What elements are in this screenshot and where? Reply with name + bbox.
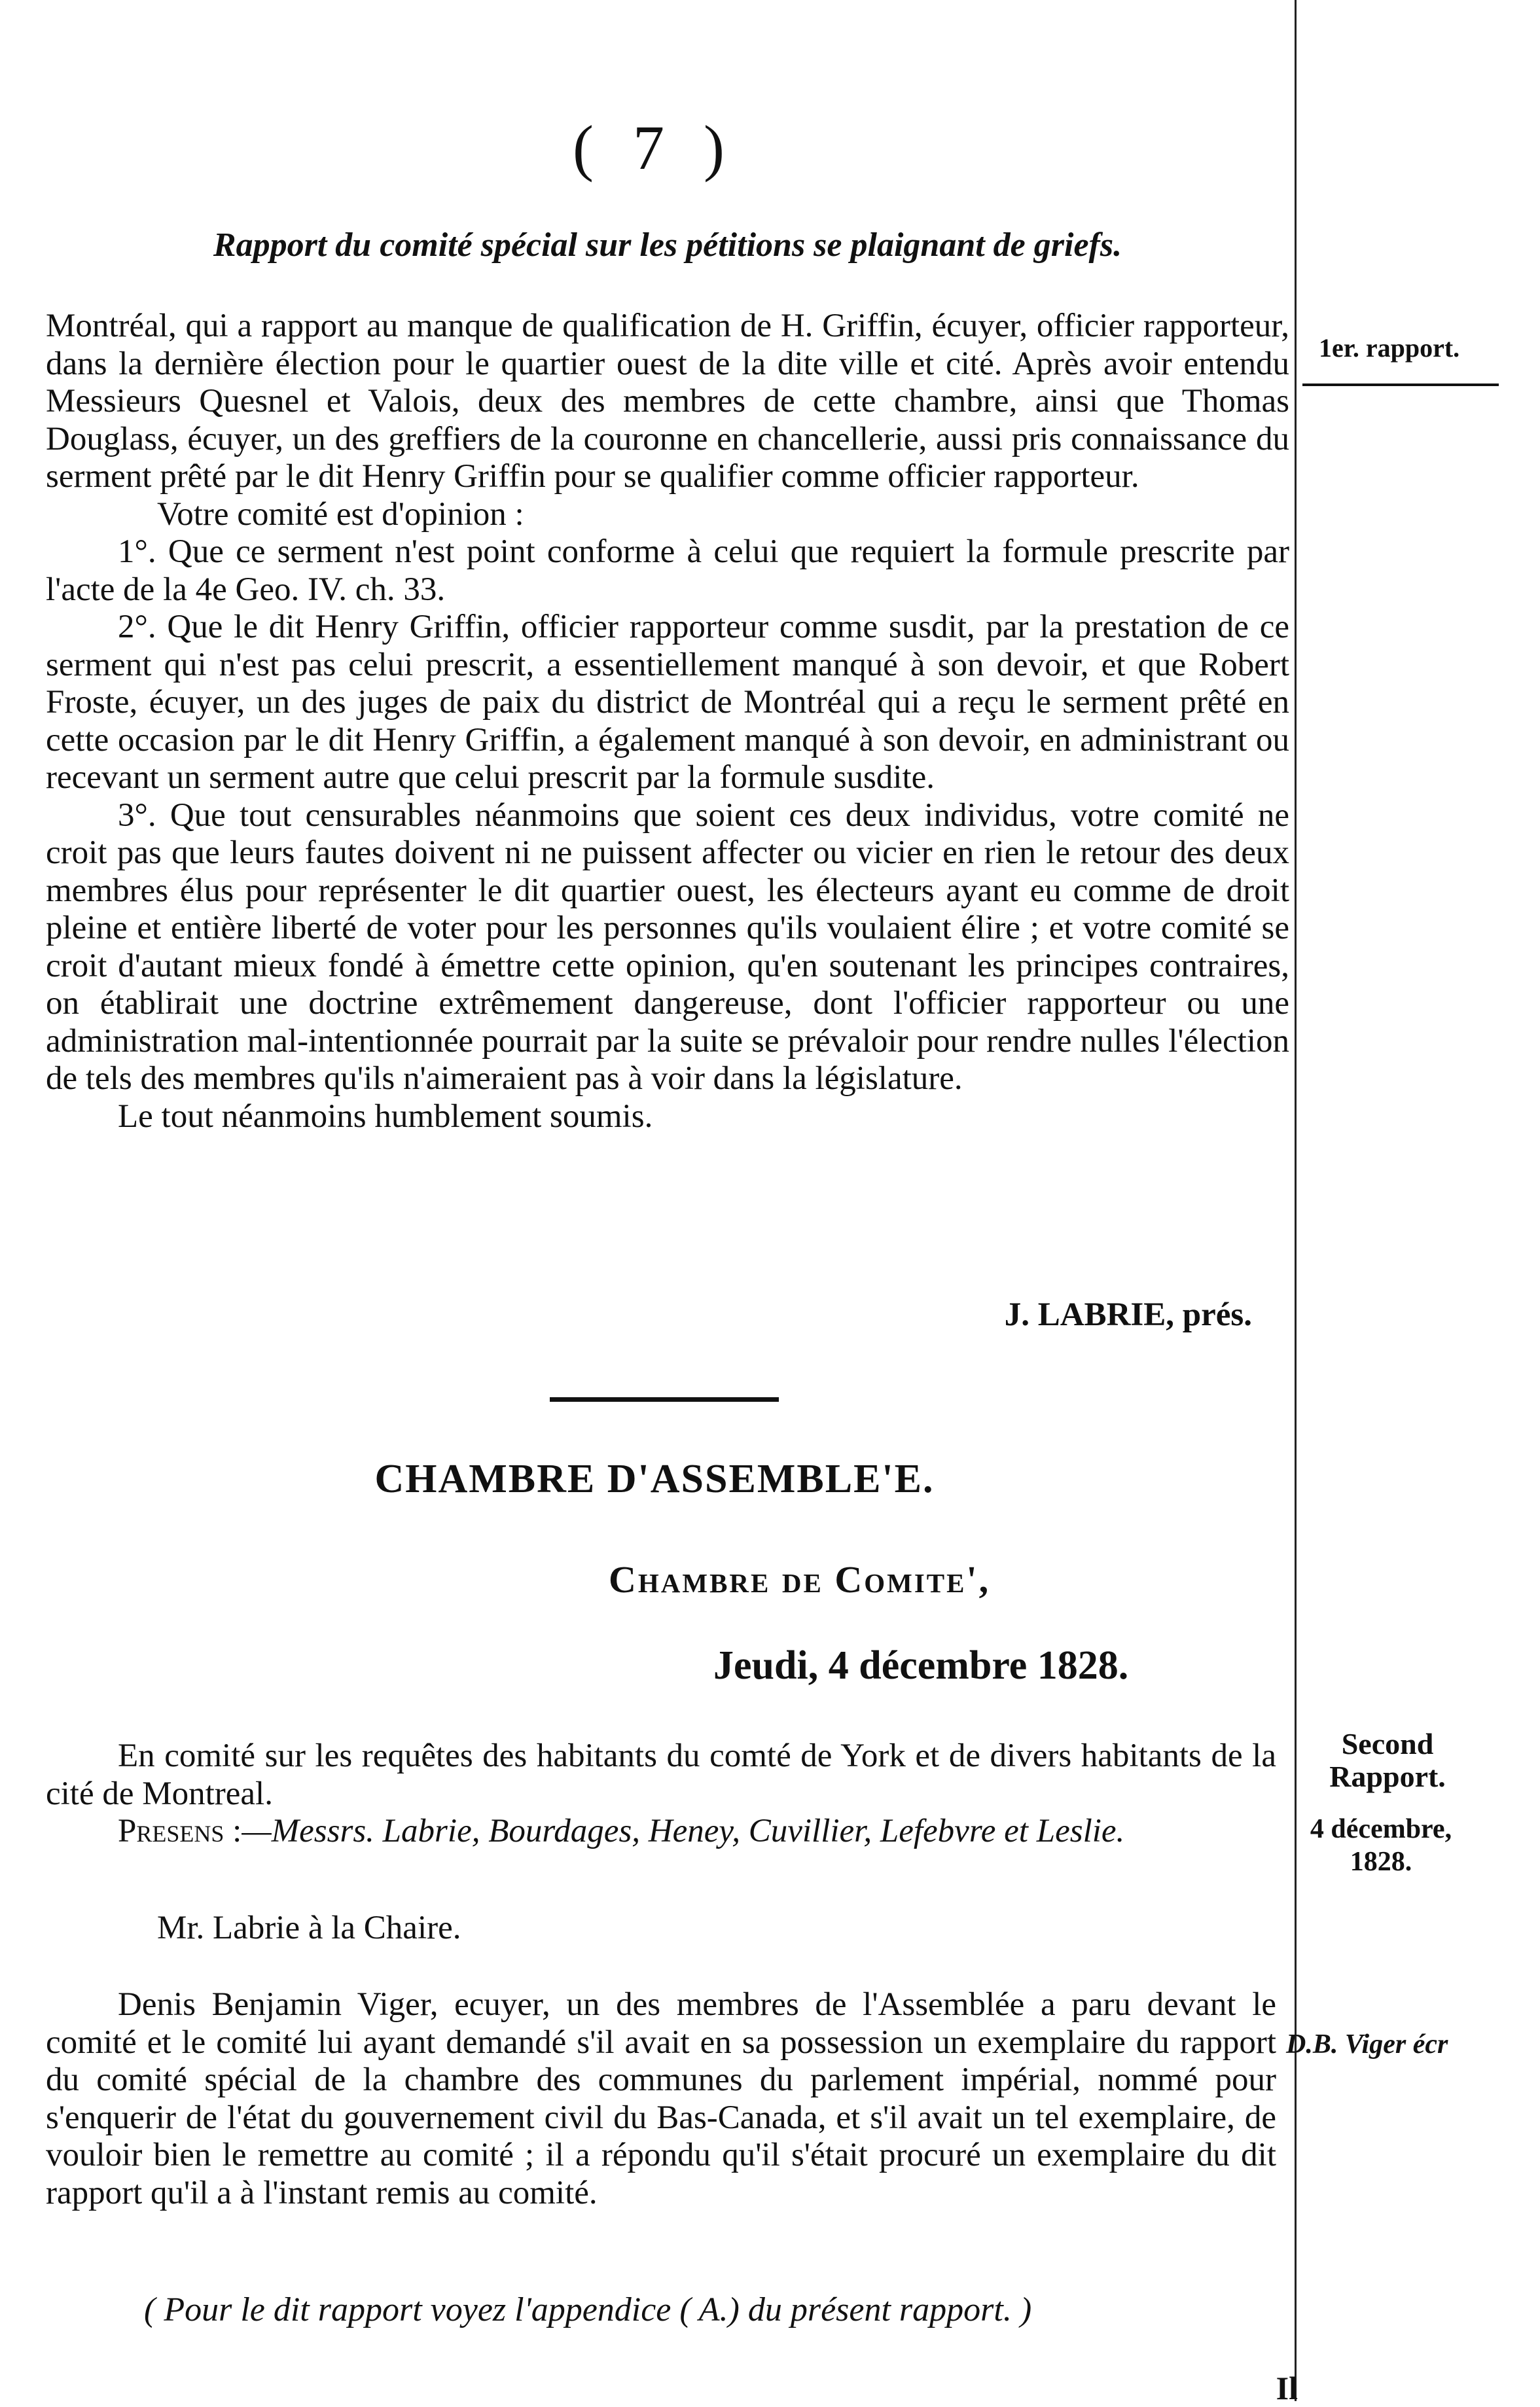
margin-note-second-report: Second Rapport. bbox=[1329, 1727, 1446, 1793]
running-head: Rapport du comité spécial sur les pétitions se plaignant de griefs. bbox=[213, 226, 1122, 264]
page-number: ( 7 ) bbox=[573, 113, 736, 183]
closing-submission: Le tout néanmoins humblement soumis. bbox=[118, 1097, 653, 1135]
signature-mark: Il bbox=[1276, 2370, 1298, 2406]
opinion-point-3: 3°. Que tout censurables néanmoins que soient ces deux individus, votre comité ne croit pas que leurs fautes doivent ni ne puissent affecter ou vicier en rien le retour des deux membres élus pour représenter le dit quartier ouest, les électeurs ayant eu comme de droit pleine et entière liberté de voter pour les personnes qu'ils voulaient élire ; et votre comité se croit d'autant mieux fondé à émettre cette opinion, qu'en soutenant les principes contraires, on établirait une doctrine extrêmement dangereuse, dont l'officier rapporteur ou une administration mal-intentionnée pourrait par la suite se prévaloir pour rendre nulles l'élection de tels des membres qu'ils n'aimeraient pas à voir dans la législature. bbox=[46, 796, 1289, 1097]
viger-paragraph: Denis Benjamin Viger, ecuyer, un des membres de l'Assemblée a paru devant le comité et le comité lui ayant demandé s'il avait en sa possession un exemplaire du rapport du comité spécial de la chambre des communes du parlement impérial, nommé pour s'enquerir de l'état du gouvernement civil du Bas-Canada, et s'il avait un tel exemplaire, de vouloir bien le remettre au comité ; il a répondu qu'il s'était procuré un exemplaire du dit rapport qu'il a à l'instant remis au comité. bbox=[46, 1986, 1276, 2211]
opinion-point-1: 1°. Que ce serment n'est point conforme à celui que requiert la formule prescrite par l'acte de la 4e Geo. IV. ch. 33. bbox=[46, 533, 1289, 608]
committee-intro: En comité sur les requêtes des habitants du comté de York et de divers habitants de la cité de Montreal. bbox=[46, 1738, 1276, 1812]
presents-line bbox=[46, 1813, 1276, 1851]
margin-note-first-report: 1er. rapport. bbox=[1319, 333, 1460, 363]
section-separator bbox=[550, 1397, 779, 1402]
margin-note-viger: D.B. Viger écr bbox=[1286, 2029, 1448, 2059]
opinion-intro: Votre comité est d'opinion : bbox=[157, 495, 524, 533]
committee-room-heading: Chambre de Comite', bbox=[609, 1558, 991, 1601]
date-heading: Jeudi, 4 décembre 1828. bbox=[713, 1643, 1129, 1688]
appendix-note: ( Pour le dit rapport voyez l'appendice ( A.) du présent rapport. ) bbox=[144, 2291, 1032, 2328]
presents-label: Presens : bbox=[118, 1813, 242, 1849]
margin-brace bbox=[1302, 383, 1499, 386]
second-report-body bbox=[46, 1738, 1276, 2212]
first-report-body bbox=[46, 308, 1289, 1135]
presents-names: —Messrs. Labrie, Bourdages, Heney, Cuvillier, Lefebvre et Leslie. bbox=[242, 1813, 1125, 1849]
chair-line: Mr. Labrie à la Chaire. bbox=[157, 1909, 461, 1946]
signature-labrie: J. LABRIE, prés. bbox=[1004, 1296, 1252, 1333]
chamber-heading: CHAMBRE D'ASSEMBLE'E. bbox=[374, 1457, 935, 1501]
first-report-paragraph: Montréal, qui a rapport au manque de qualification de H. Griffin, écuyer, officier rapporteur, dans la dernière élection pour le quartier ouest de la dite ville et cité. Après avoir entendu Messieurs Quesnel et Valois, deux des membres de cette chambre, ainsi que Thomas Douglass, écuyer, un des greffiers de la couronne en chancellerie, aussi pris connaissance du serment prêté par le dit Henry Griffin pour se qualifier comme officier rapporteur. bbox=[46, 308, 1289, 495]
margin-note-date: 4 décembre, 1828. bbox=[1310, 1814, 1452, 1877]
opinion-point-2: 2°. Que le dit Henry Griffin, officier rapporteur comme susdit, par la prestation de ce serment qui n'est pas celui prescrit, a essentiellement manqué à son devoir, et que Robert Froste, écuyer, un des juges de paix du district de Montréal qui a reçu le serment prêté en cette occasion par le dit Henry Griffin, a également manqué à son devoir, en administrant ou recevant un serment autre que celui prescrit par la formule susdite. bbox=[46, 609, 1289, 796]
